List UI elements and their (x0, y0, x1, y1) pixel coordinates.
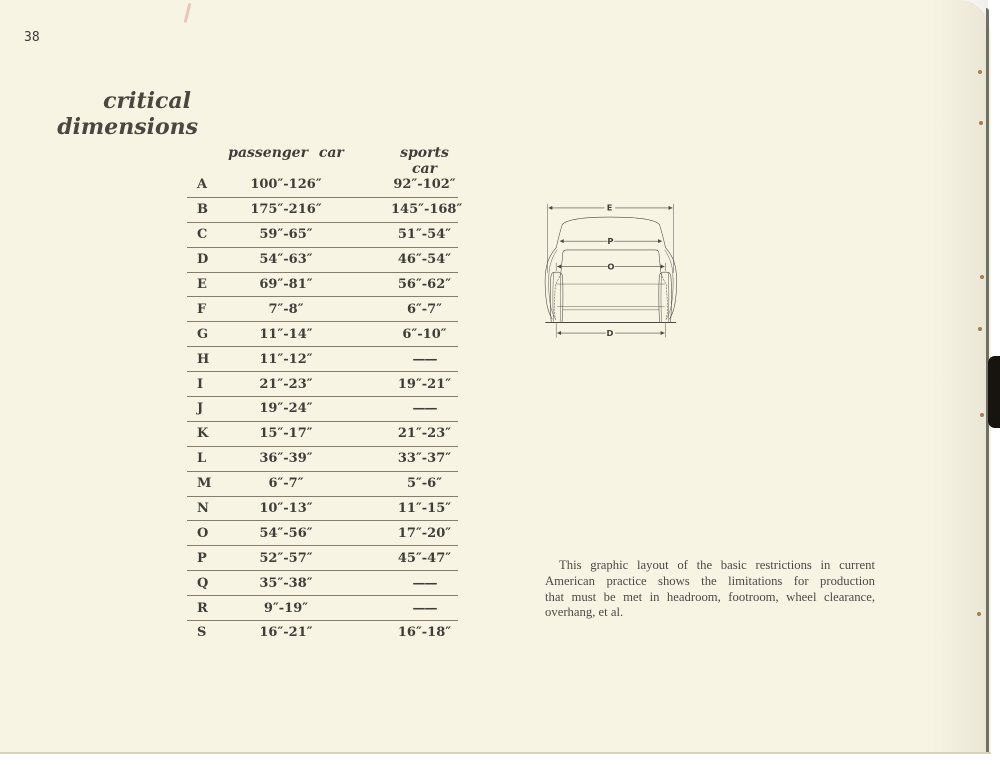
wheel-left-clearance-envelope (554, 274, 561, 320)
sports-car-value: 16″-18″ (397, 625, 452, 641)
table-header-spacer (187, 145, 217, 177)
figure-caption (545, 558, 875, 621)
sports-car-value: —— (412, 351, 437, 367)
row-letter: C (197, 227, 208, 243)
row-letter: Q (197, 575, 209, 591)
scan-artifact-speck (980, 413, 984, 417)
row-letter: G (197, 326, 209, 342)
passenger-car-value: 52″-57″ (259, 550, 313, 566)
sports-car-value: 19″-21″ (397, 376, 452, 392)
row-letter: H (197, 351, 210, 367)
row-letter: B (197, 202, 208, 218)
label-D: D (606, 328, 614, 339)
row-letter: D (197, 252, 209, 268)
sports-car-value: —— (412, 575, 437, 591)
scan-artifact-dark-blob (988, 356, 1000, 428)
passenger-car-value: 10″-13″ (259, 501, 313, 517)
sports-car-value: 145″-168″ (391, 202, 463, 218)
label-P: P (607, 236, 614, 247)
caption-line: overhang, et al. (545, 605, 624, 620)
table-row (187, 422, 458, 447)
passenger-car-value: 21″-23″ (259, 376, 313, 392)
row-letter: R (197, 600, 208, 616)
wheel-right-clearance-envelope (661, 274, 668, 320)
passenger-car-value: 69″-81″ (259, 277, 313, 292)
wheel-left (550, 272, 563, 322)
caption-line: that must be met in headroom, footroom, wheel clearance, (545, 589, 875, 604)
sports-car-value: 33″-37″ (397, 451, 452, 467)
scan-artifact-speck (977, 612, 981, 616)
row-letter: M (197, 476, 212, 492)
car-front-view-diagram (540, 135, 960, 465)
row-letter: F (197, 301, 207, 317)
table-row (187, 173, 458, 198)
table-row (187, 521, 458, 546)
passenger-car-value: 9″-19″ (263, 600, 309, 616)
label-E: E (606, 202, 613, 213)
passenger-car-value: 11″-12″ (259, 351, 313, 367)
row-letter: I (197, 376, 204, 392)
sports-car-value: 46″-54″ (397, 252, 452, 268)
sports-car-value: —— (412, 600, 437, 616)
table-row (187, 472, 458, 497)
row-letter: A (197, 177, 208, 193)
sports-car-value: 6″-10″ (402, 326, 447, 342)
page-title-line2: dimensions (57, 114, 198, 140)
table-header-passenger-car: passenger car (228, 145, 344, 161)
passenger-car-value: 54″-56″ (259, 525, 313, 541)
passenger-car-value: 59″-65″ (259, 227, 313, 243)
passenger-car-value: 11″-14″ (259, 326, 313, 342)
row-letter: E (197, 277, 207, 292)
table-row (187, 198, 463, 223)
passenger-car-value: 54″-63″ (259, 252, 313, 268)
table-row (187, 397, 458, 422)
label-O: O (607, 261, 615, 272)
scan-artifact-speck (979, 121, 983, 125)
table-row (187, 347, 458, 372)
sports-car-value: 11″-15″ (397, 501, 452, 517)
table-row (187, 372, 458, 397)
scan-artifact-bottom-edge (0, 752, 991, 754)
row-letter: N (197, 501, 209, 517)
sports-car-value: 51″-54″ (397, 227, 452, 243)
table-row (187, 571, 458, 596)
table-body (187, 173, 463, 645)
passenger-car-value: 36″-39″ (259, 451, 313, 467)
scan-artifact-speck (978, 70, 982, 74)
table-row (187, 248, 458, 273)
table-row (187, 546, 458, 571)
table-row (187, 621, 458, 645)
table-row (187, 273, 458, 298)
caption-line: This graphic layout of the basic restrictions in current (559, 558, 875, 572)
scan-artifact-speck (978, 327, 982, 331)
table-row (187, 497, 458, 522)
table-header-row (187, 145, 458, 177)
sports-car-value: 21″-23″ (397, 426, 452, 442)
row-letter: J (197, 401, 204, 417)
sports-car-value: 5″-6″ (406, 476, 443, 492)
passenger-car-value: 35″-38″ (259, 575, 313, 591)
passenger-car-value: 15″-17″ (259, 426, 313, 442)
page-title (38, 88, 198, 140)
page-number: 38 (24, 30, 40, 45)
table-row (187, 223, 458, 248)
row-letter: P (197, 550, 207, 566)
scan-artifact-speck (980, 275, 984, 279)
sports-car-value: 92″-102″ (393, 177, 456, 193)
passenger-car-value: 100″-126″ (250, 177, 322, 193)
row-letter: K (197, 426, 209, 442)
table-row (187, 447, 458, 472)
caption-line: American practice shows the limitations for production (545, 573, 875, 588)
passenger-car-value: 16″-21″ (259, 625, 313, 641)
sports-car-value: 45″-47″ (397, 550, 452, 566)
sports-car-value: —— (412, 401, 437, 417)
row-letter: O (197, 525, 209, 541)
table-header-sports-car: sports car (400, 145, 449, 177)
row-letter: S (197, 625, 207, 641)
table-row (187, 322, 458, 347)
sports-car-value: 6″-7″ (406, 301, 443, 317)
body-frame-lines (557, 284, 665, 310)
table-row (187, 596, 458, 621)
passenger-car-value: 175″-216″ (250, 202, 322, 218)
sports-car-value: 56″-62″ (397, 277, 452, 292)
dimensions-table (187, 145, 463, 645)
passenger-car-value: 7″-8″ (268, 301, 304, 317)
sports-car-value: 17″-20″ (397, 525, 452, 541)
passenger-car-value: 6″-7″ (268, 476, 304, 492)
table-row (187, 297, 458, 322)
row-letter: L (197, 451, 207, 467)
car-diagram-svg (540, 135, 960, 465)
passenger-car-value: 19″-24″ (259, 401, 313, 417)
page-title-line1: critical (103, 88, 191, 114)
wheel-right (659, 272, 672, 322)
